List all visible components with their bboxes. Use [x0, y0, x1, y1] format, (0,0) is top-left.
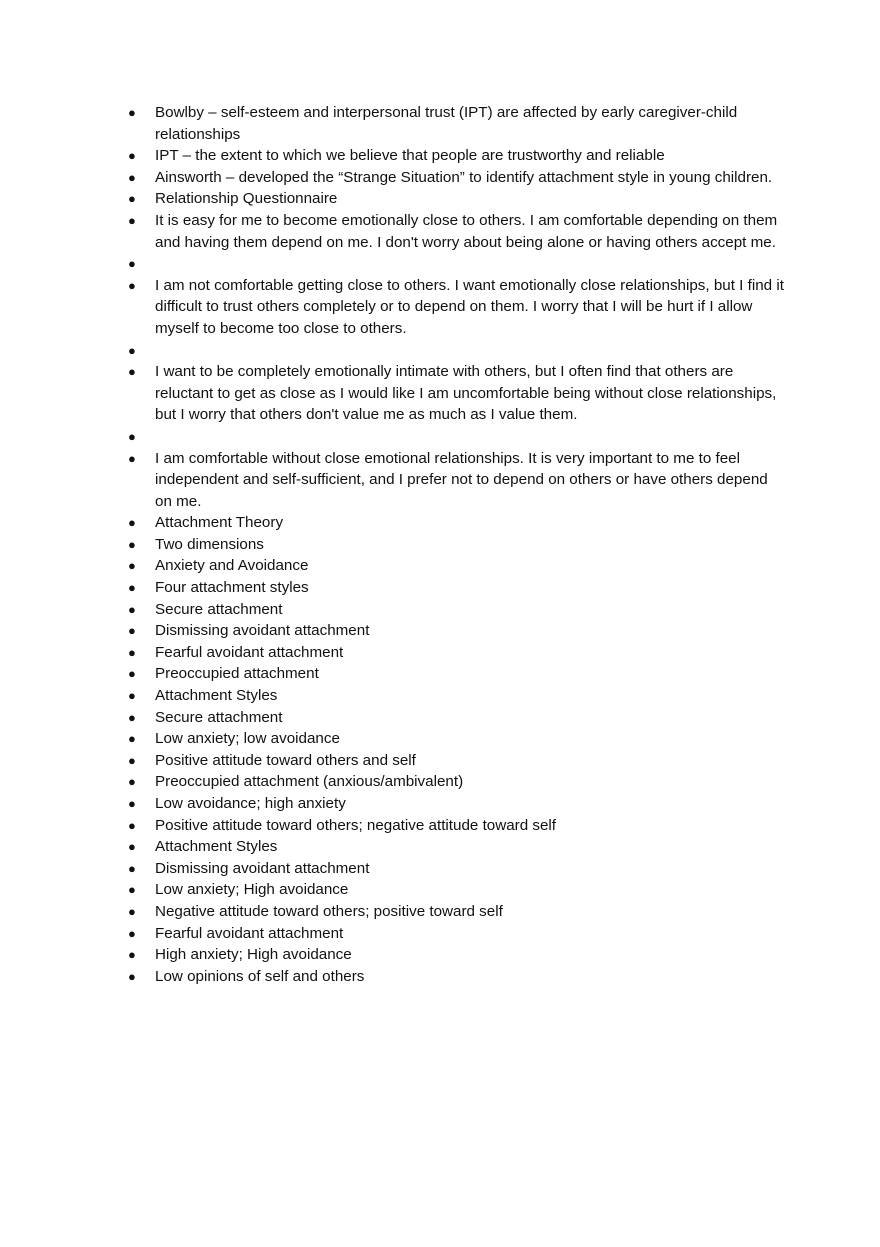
list-item-text: Four attachment styles [155, 579, 309, 597]
list-item [128, 577, 788, 599]
bullet-list [128, 102, 788, 987]
bullet-icon: ● [128, 580, 136, 596]
list-item [128, 426, 788, 448]
list-item-text: Dismissing avoidant attachment [155, 859, 370, 877]
list-item-text: Dismissing avoidant attachment [155, 622, 370, 640]
list-item-text: Attachment Theory [155, 514, 284, 532]
bullet-icon: ● [128, 277, 136, 293]
list-item [128, 361, 788, 426]
list-item [128, 448, 788, 513]
bullet-icon: ● [128, 515, 136, 531]
list-item [128, 858, 788, 880]
bullet-icon: ● [128, 752, 136, 768]
list-item-text: Positive attitude toward others and self [155, 751, 416, 769]
bullet-icon: ● [128, 212, 136, 228]
bullet-icon: ● [128, 666, 136, 682]
list-item [128, 923, 788, 945]
bullet-icon: ● [128, 925, 136, 941]
list-item [128, 771, 788, 793]
list-item-text: It is easy for me to become emotionally close to others. I am comfortable depending on them and having them depend on me. I don't worry about being alone or having others accept me. [155, 211, 778, 251]
list-item-text: Low avoidance; high anxiety [155, 795, 346, 812]
bullet-icon: ● [128, 860, 136, 876]
bullet-icon: ● [128, 364, 136, 380]
bullet-icon: ● [128, 947, 136, 963]
bullet-icon: ● [128, 623, 136, 639]
list-item-text: Fearful avoidant attachment [155, 643, 344, 661]
list-item [128, 879, 788, 901]
list-item-text: I want to be completely emotionally intimate with others, but I often find that others are reluctant to get as close as I would like I am uncomfortable being without close relationships, but I worry that others don't value me as much as I value them. [155, 363, 777, 424]
list-item [128, 901, 788, 923]
list-item [128, 512, 788, 534]
bullet-icon: ● [128, 536, 136, 552]
bullet-icon: ● [128, 688, 136, 704]
list-item [128, 944, 788, 966]
list-item [128, 210, 788, 253]
list-item [128, 966, 788, 988]
bullet-icon: ● [128, 256, 136, 272]
list-item [128, 793, 788, 815]
list-item [128, 620, 788, 642]
list-item-text: Positive attitude toward others; negative attitude toward self [155, 816, 557, 834]
bullet-icon: ● [128, 839, 136, 855]
bullet-icon: ● [128, 731, 136, 747]
list-item-text: Low anxiety; High avoidance [155, 881, 349, 899]
bullet-icon: ● [128, 968, 136, 984]
list-item-text: Secure attachment [155, 600, 283, 618]
list-item-text: Preoccupied attachment (anxious/ambivalent) [155, 773, 464, 791]
bullet-icon: ● [128, 428, 136, 444]
bullet-icon: ● [128, 817, 136, 833]
list-item-text: Secure attachment [155, 708, 283, 726]
list-item [128, 253, 788, 275]
list-item [128, 102, 788, 145]
list-item-text: Negative attitude toward others; positive toward self [155, 902, 503, 920]
bullet-icon: ● [128, 105, 136, 120]
list-item-text: Attachment Styles [155, 838, 278, 856]
bullet-icon: ● [128, 558, 136, 574]
list-item-text: Relationship Questionnaire [155, 190, 338, 208]
list-item-text: Preoccupied attachment [155, 665, 319, 683]
list-item [128, 750, 788, 772]
list-item [128, 534, 788, 556]
bullet-icon: ● [128, 191, 136, 207]
list-item-text: Anxiety and Avoidance [155, 557, 309, 575]
list-item-text: Attachment Styles [155, 687, 278, 705]
list-item-text: Ainsworth – developed the “Strange Situation” to identify attachment style in young children. [155, 168, 773, 186]
list-item-text: Two dimensions [155, 535, 264, 553]
bullet-icon: ● [128, 601, 136, 617]
list-item [128, 340, 788, 362]
list-item-text: I am comfortable without close emotional relationships. It is very important to me to feel independent and self-sufficient, and I prefer not to depend on others or have others depend on me. [155, 449, 768, 510]
bullet-icon: ● [128, 450, 136, 466]
bullet-icon: ● [128, 169, 136, 185]
bullet-icon: ● [128, 882, 136, 898]
list-item [128, 275, 788, 340]
list-item-text: Low anxiety; low avoidance [155, 730, 340, 748]
bullet-icon: ● [128, 342, 136, 358]
list-item-text: Bowlby – self-esteem and interpersonal trust (IPT) are affected by early caregiver-child relationships [155, 104, 738, 143]
list-item [128, 167, 788, 189]
list-item [128, 815, 788, 837]
list-item [128, 685, 788, 707]
list-item [128, 555, 788, 577]
list-item-text: Low opinions of self and others [155, 967, 365, 985]
bullet-icon: ● [128, 148, 136, 164]
list-item [128, 707, 788, 729]
bullet-icon: ● [128, 644, 136, 660]
list-item [128, 599, 788, 621]
bullet-icon: ● [128, 796, 136, 811]
list-item [128, 728, 788, 750]
list-item [128, 836, 788, 858]
list-item [128, 188, 788, 210]
list-item-text: IPT – the extent to which we believe that people are trustworthy and reliable [155, 147, 665, 165]
list-item [128, 642, 788, 664]
bullet-icon: ● [128, 903, 136, 919]
list-item-text: I am not comfortable getting close to others. I want emotionally close relationships, but I find it difficult to trust others completely or to depend on them. I worry that I will be hurt if I allow myself to become too close to others. [155, 276, 784, 337]
list-item [128, 145, 788, 167]
bullet-icon: ● [128, 709, 136, 725]
list-item [128, 663, 788, 685]
list-item-text: High anxiety; High avoidance [155, 946, 352, 964]
bullet-icon: ● [128, 774, 136, 790]
list-item-text: Fearful avoidant attachment [155, 924, 344, 942]
